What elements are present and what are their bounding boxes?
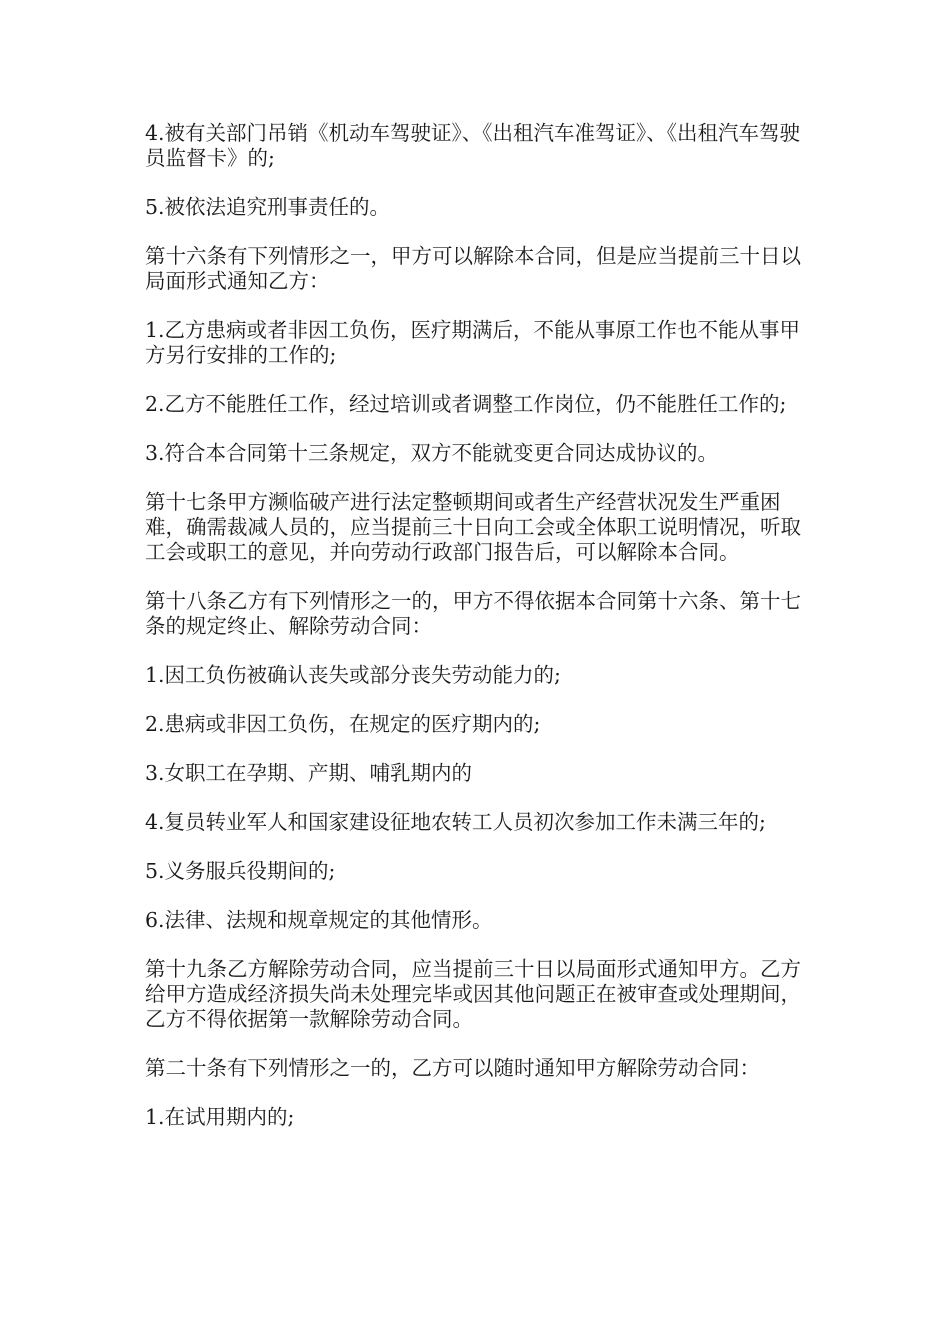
paragraph-article-18-item-6: 6.法律、法规和规章规定的其他情形。 bbox=[145, 908, 493, 932]
paragraph-article-17: 第十七条甲方濒临破产进行法定整顿期间或者生产经营状况发生严重困难，确需裁减人员的，应当提前三十日向工会或全体职工说明情况，听取工会或职工的意见，并向劳动行政部门报告后，可以解除本合同。 bbox=[145, 490, 801, 564]
paragraph-article-16-item-2: 2.乙方不能胜任工作，经过培训或者调整工作岗位，仍不能胜任工作的; bbox=[145, 392, 787, 416]
paragraph-item-5-criminal: 5.被依法追究刑事责任的。 bbox=[145, 195, 391, 219]
paragraph-article-16: 第十六条有下列情形之一，甲方可以解除本合同，但是应当提前三十日以局面形式通知乙方： bbox=[145, 244, 801, 293]
paragraph-article-19: 第十九条乙方解除劳动合同，应当提前三十日以局面形式通知甲方。乙方给甲方造成经济损失尚未处理完毕或因其他问题正在被审查或处理期间，乙方不得依据第一款解除劳动合同。 bbox=[145, 957, 801, 1031]
paragraph-article-18-item-5: 5.义务服兵役期间的; bbox=[145, 859, 336, 883]
paragraph-article-18-item-3: 3.女职工在孕期、产期、哺乳期内的 bbox=[145, 761, 473, 785]
document-body bbox=[145, 121, 815, 1154]
paragraph-article-16-item-1: 1.乙方患病或者非因工负伤，医疗期满后，不能从事原工作也不能从事甲方另行安排的工作的; bbox=[145, 318, 801, 367]
paragraph-article-18-item-4: 4.复员转业军人和国家建设征地农转工人员初次参加工作未满三年的; bbox=[145, 810, 766, 834]
paragraph-article-20: 第二十条有下列情形之一的，乙方可以随时通知甲方解除劳动合同： bbox=[145, 1056, 760, 1080]
paragraph-article-16-item-3: 3.符合本合同第十三条规定，双方不能就变更合同达成协议的。 bbox=[145, 441, 719, 465]
paragraph-item-4-revoked-license: 4.被有关部门吊销《机动车驾驶证》、《出租汽车准驾证》、《出租汽车驾驶员监督卡》的; bbox=[145, 121, 801, 170]
paragraph-article-20-item-1: 1.在试用期内的; bbox=[145, 1105, 295, 1129]
paragraph-article-18-item-1: 1.因工负伤被确认丧失或部分丧失劳动能力的; bbox=[145, 663, 561, 687]
paragraph-article-18-item-2: 2.患病或非因工负伤，在规定的医疗期内的; bbox=[145, 712, 541, 736]
paragraph-article-18: 第十八条乙方有下列情形之一的，甲方不得依据本合同第十六条、第十七条的规定终止、解除劳动合同： bbox=[145, 589, 801, 638]
